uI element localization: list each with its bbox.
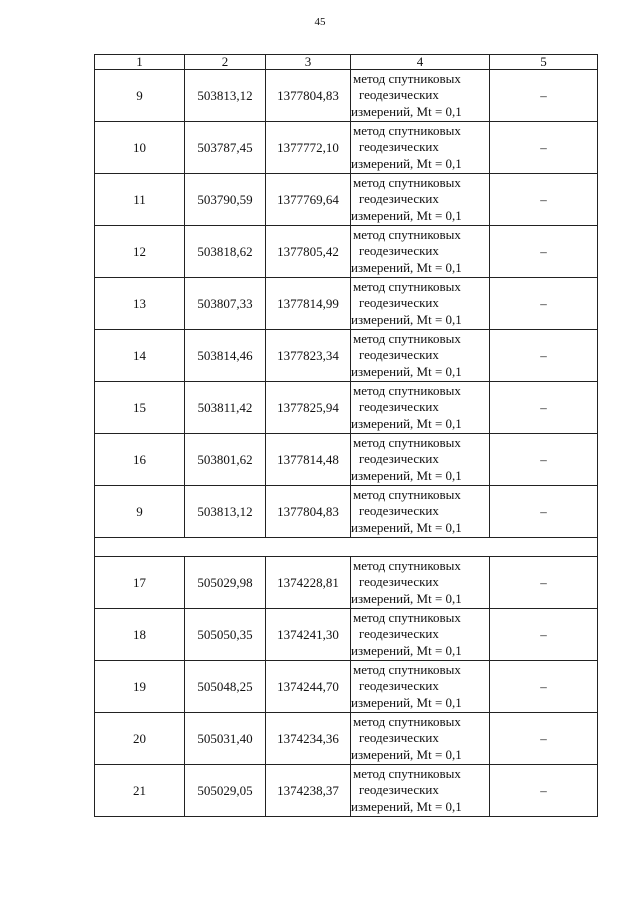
coordinate-x: 505029,05 [185, 765, 266, 817]
point-number: 17 [95, 557, 185, 609]
point-number: 11 [95, 174, 185, 226]
method-line: геодезических [359, 451, 439, 467]
description-cell: – [490, 557, 598, 609]
method-line: метод спутниковых [353, 486, 461, 502]
method-line: геодезических [359, 678, 439, 694]
coordinate-y: 1377805,42 [266, 226, 351, 278]
method-line: геодезических [359, 295, 439, 311]
method-cell [351, 609, 490, 661]
method-line: измерений, Mt = 0,1 [351, 207, 462, 223]
column-header-5: 5 [490, 55, 598, 70]
method-cell [351, 330, 490, 382]
method-line: геодезических [359, 347, 439, 363]
column-header-2: 2 [185, 55, 266, 70]
method-line: измерений, Mt = 0,1 [351, 415, 462, 431]
coordinate-y: 1377804,83 [266, 70, 351, 122]
coordinate-y: 1377823,34 [266, 330, 351, 382]
description-cell: – [490, 713, 598, 765]
table-row [95, 557, 598, 609]
method-cell [351, 486, 490, 538]
coordinate-y: 1377825,94 [266, 382, 351, 434]
description-cell: – [490, 609, 598, 661]
method-cell [351, 765, 490, 817]
coordinate-y: 1377772,10 [266, 122, 351, 174]
method-line: метод спутниковых [353, 713, 461, 729]
method-line: геодезических [359, 243, 439, 259]
table-row [95, 330, 598, 382]
method-cell [351, 382, 490, 434]
column-header-3: 3 [266, 55, 351, 70]
coordinate-x: 503813,12 [185, 70, 266, 122]
method-line: измерений, Mt = 0,1 [351, 746, 462, 762]
description-cell: – [490, 765, 598, 817]
point-number: 15 [95, 382, 185, 434]
method-line: геодезических [359, 503, 439, 519]
method-cell [351, 434, 490, 486]
coordinate-y: 1374234,36 [266, 713, 351, 765]
method-line: измерений, Mt = 0,1 [351, 798, 462, 814]
header-row [95, 55, 598, 70]
table-row [95, 174, 598, 226]
coordinate-x: 505050,35 [185, 609, 266, 661]
point-number: 21 [95, 765, 185, 817]
point-number: 10 [95, 122, 185, 174]
method-line: метод спутниковых [353, 765, 461, 781]
coordinate-x: 503787,45 [185, 122, 266, 174]
section-separator-row [95, 538, 598, 557]
method-line: измерений, Mt = 0,1 [351, 590, 462, 606]
method-cell [351, 70, 490, 122]
description-cell: – [490, 434, 598, 486]
table-row [95, 609, 598, 661]
method-line: метод спутниковых [353, 278, 461, 294]
method-line: измерений, Mt = 0,1 [351, 642, 462, 658]
description-cell: – [490, 486, 598, 538]
method-line: измерений, Mt = 0,1 [351, 311, 462, 327]
point-number: 19 [95, 661, 185, 713]
method-line: геодезических [359, 87, 439, 103]
table-row [95, 382, 598, 434]
method-cell [351, 226, 490, 278]
method-line: геодезических [359, 574, 439, 590]
method-line: измерений, Mt = 0,1 [351, 363, 462, 379]
coordinate-x: 505029,98 [185, 557, 266, 609]
table-row [95, 226, 598, 278]
method-cell [351, 174, 490, 226]
method-line: геодезических [359, 139, 439, 155]
point-number: 14 [95, 330, 185, 382]
method-line: геодезических [359, 730, 439, 746]
coordinate-y: 1377769,64 [266, 174, 351, 226]
method-line: метод спутниковых [353, 609, 461, 625]
table-row [95, 70, 598, 122]
method-line: метод спутниковых [353, 661, 461, 677]
method-line: геодезических [359, 399, 439, 415]
method-line: измерений, Mt = 0,1 [351, 155, 462, 171]
column-header-4: 4 [351, 55, 490, 70]
separator-cell [95, 538, 598, 557]
table-row [95, 713, 598, 765]
coordinate-x: 503790,59 [185, 174, 266, 226]
method-cell [351, 278, 490, 330]
point-number: 9 [95, 70, 185, 122]
description-cell: – [490, 174, 598, 226]
point-number: 12 [95, 226, 185, 278]
coordinate-x: 503811,42 [185, 382, 266, 434]
method-line: метод спутниковых [353, 70, 461, 86]
coordinate-y: 1377814,99 [266, 278, 351, 330]
method-line: метод спутниковых [353, 557, 461, 573]
description-cell: – [490, 382, 598, 434]
description-cell: – [490, 122, 598, 174]
method-cell [351, 661, 490, 713]
method-cell [351, 557, 490, 609]
description-cell: – [490, 661, 598, 713]
method-line: измерений, Mt = 0,1 [351, 103, 462, 119]
column-header-1: 1 [95, 55, 185, 70]
method-line: метод спутниковых [353, 122, 461, 138]
coordinate-x: 505031,40 [185, 713, 266, 765]
coordinate-x: 503818,62 [185, 226, 266, 278]
table-row [95, 661, 598, 713]
coordinate-y: 1377814,48 [266, 434, 351, 486]
method-line: измерений, Mt = 0,1 [351, 694, 462, 710]
coordinate-y: 1374241,30 [266, 609, 351, 661]
description-cell: – [490, 226, 598, 278]
method-line: метод спутниковых [353, 434, 461, 450]
coordinate-y: 1377804,83 [266, 486, 351, 538]
table-row [95, 278, 598, 330]
method-line: метод спутниковых [353, 382, 461, 398]
method-cell [351, 122, 490, 174]
table-row [95, 434, 598, 486]
coordinate-x: 505048,25 [185, 661, 266, 713]
point-number: 9 [95, 486, 185, 538]
method-line: измерений, Mt = 0,1 [351, 519, 462, 535]
description-cell: – [490, 278, 598, 330]
coordinates-table [94, 54, 598, 817]
point-number: 13 [95, 278, 185, 330]
coordinate-y: 1374228,81 [266, 557, 351, 609]
point-number: 20 [95, 713, 185, 765]
method-line: измерений, Mt = 0,1 [351, 259, 462, 275]
coordinate-x: 503813,12 [185, 486, 266, 538]
coordinate-y: 1374244,70 [266, 661, 351, 713]
method-line: метод спутниковых [353, 226, 461, 242]
description-cell: – [490, 330, 598, 382]
coordinate-x: 503814,46 [185, 330, 266, 382]
point-number: 18 [95, 609, 185, 661]
coordinate-x: 503807,33 [185, 278, 266, 330]
table-row [95, 765, 598, 817]
page-number: 45 [314, 16, 326, 28]
point-number: 16 [95, 434, 185, 486]
table-row [95, 122, 598, 174]
description-cell: – [490, 70, 598, 122]
method-cell [351, 713, 490, 765]
method-line: геодезических [359, 626, 439, 642]
table-row [95, 486, 598, 538]
method-line: метод спутниковых [353, 174, 461, 190]
method-line: метод спутниковых [353, 330, 461, 346]
method-line: геодезических [359, 782, 439, 798]
method-line: геодезических [359, 191, 439, 207]
method-line: измерений, Mt = 0,1 [351, 467, 462, 483]
coordinate-y: 1374238,37 [266, 765, 351, 817]
coordinate-x: 503801,62 [185, 434, 266, 486]
